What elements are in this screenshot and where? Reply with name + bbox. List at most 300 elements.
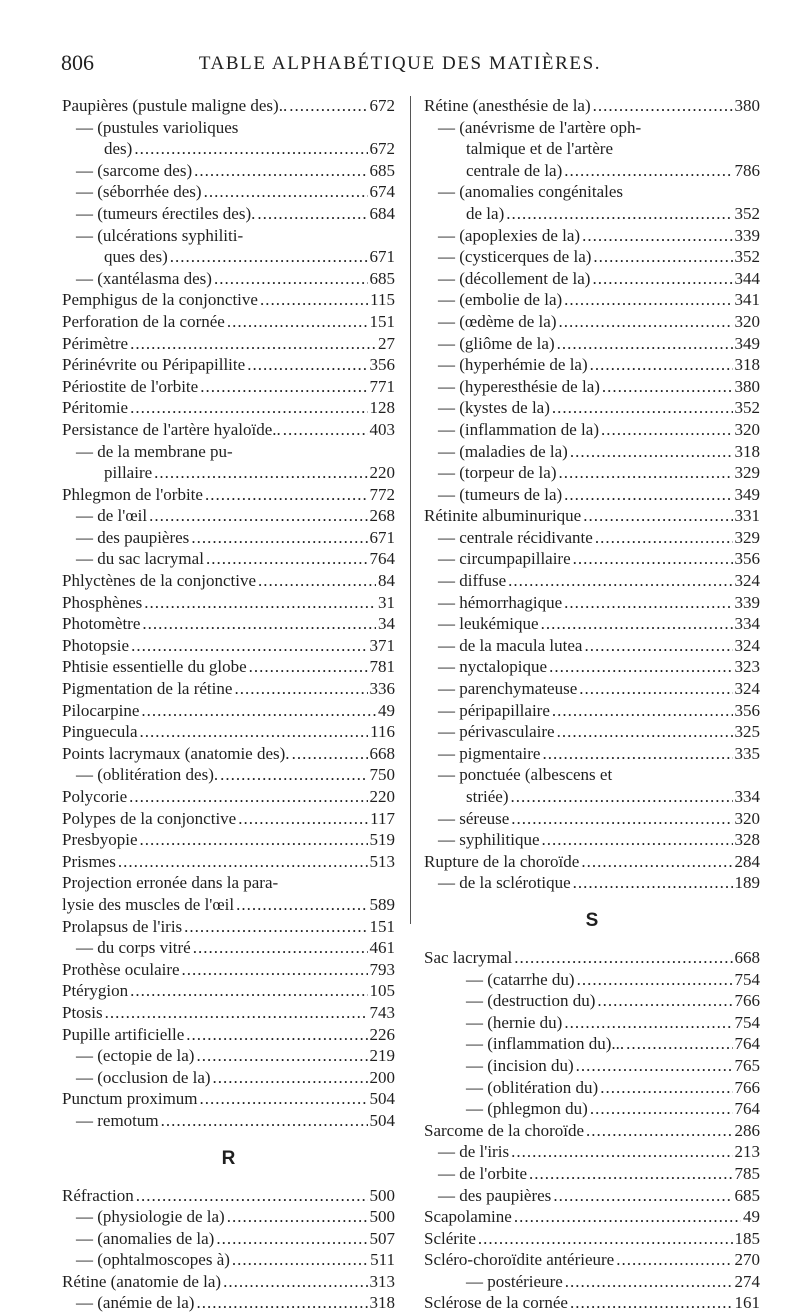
entry-term: — (hernie du) — [466, 1012, 563, 1032]
index-entry — [424, 527, 760, 549]
entry-page: 352 — [734, 203, 760, 223]
index-entry — [62, 1292, 395, 1314]
entry-page: 786 — [734, 160, 760, 180]
index-entry — [424, 1228, 760, 1250]
entry-term: Photopsie — [62, 635, 130, 655]
index-entry — [424, 95, 760, 117]
index-entry — [62, 1206, 395, 1228]
index-entry — [424, 397, 760, 419]
entry-page: 380 — [734, 96, 760, 115]
entry-page: 324 — [734, 679, 760, 699]
entry-page: 403 — [369, 419, 395, 439]
index-entry — [62, 635, 395, 657]
entry-page: 324 — [734, 571, 760, 591]
entry-page: 318 — [369, 1293, 395, 1313]
index-entry — [424, 246, 760, 268]
index-entry — [62, 462, 395, 484]
entry-page: 320 — [734, 808, 760, 828]
entry-page: 320 — [734, 311, 760, 331]
index-entry — [62, 333, 395, 355]
entry-term: Ptérygion — [62, 981, 129, 1001]
entry-term: — parenchymateuse — [438, 679, 578, 699]
index-entry — [424, 1292, 760, 1314]
entry-term: — (catarrhe du) — [466, 969, 575, 989]
entry-term: — (hyperesthésie de la) — [438, 376, 600, 396]
entry-continuation: talmique et de l'artère — [466, 139, 614, 159]
entry-term: Prismes — [62, 851, 116, 871]
entry-page: 284 — [734, 851, 760, 871]
index-entry — [62, 1228, 395, 1250]
entry-term: — (décollement de la) — [438, 268, 591, 288]
entry-page: 754 — [734, 969, 760, 989]
entry-page: 672 — [369, 139, 395, 159]
entry-page: 352 — [734, 247, 760, 267]
index-entry — [62, 656, 395, 678]
entry-page: 519 — [369, 830, 395, 850]
entry-page: 380 — [734, 376, 760, 396]
entry-term: Péritomie — [62, 398, 129, 418]
entry-page: 685 — [369, 268, 395, 288]
entry-term: — des paupières — [76, 527, 190, 547]
entry-page: 685 — [734, 1185, 760, 1205]
entry-page: 356 — [734, 549, 760, 569]
entry-term: Polypes de la conjonctive — [62, 808, 237, 828]
index-entry — [424, 635, 760, 657]
entry-page: 200 — [369, 1067, 395, 1087]
entry-page: 507 — [369, 1228, 395, 1248]
index-entry — [424, 613, 760, 635]
entry-term: — (embolie de la) — [438, 290, 563, 310]
entry-page: 331 — [734, 506, 760, 526]
index-entry — [62, 527, 395, 549]
entry-term: Prolapsus de l'iris — [62, 916, 183, 936]
entry-term: Phlyctènes de la conjonctive — [62, 571, 257, 591]
entry-page: 318 — [734, 441, 760, 461]
index-entry — [62, 505, 395, 527]
index-entry — [424, 333, 760, 355]
index-entry — [62, 937, 395, 959]
entry-page: 49 — [743, 1207, 760, 1227]
entry-term: Ptosis — [62, 1002, 103, 1022]
entry-page: 336 — [369, 679, 395, 699]
entry-term: Sarcome de la choroïde — [424, 1120, 585, 1140]
index-entry — [62, 1088, 395, 1110]
index-column-left — [62, 95, 395, 1314]
index-entry — [62, 894, 395, 916]
entry-term: — (destruction du) — [466, 991, 596, 1011]
entry-page: 185 — [734, 1228, 760, 1248]
entry-page: 220 — [369, 787, 395, 806]
entry-term: — (occlusion de la) — [76, 1067, 211, 1087]
column-divider — [410, 96, 411, 924]
entry-page: 504 — [369, 1110, 395, 1130]
index-entry — [62, 138, 395, 160]
index-entry — [62, 678, 395, 700]
entry-term: Points lacrymaux (anatomie des). — [62, 743, 290, 763]
entry-term: Rétinite albuminurique — [424, 506, 582, 526]
entry-term: Prothèse oculaire — [62, 959, 180, 979]
entry-page: 672 — [369, 96, 395, 115]
index-entry — [424, 376, 760, 398]
entry-page: 189 — [734, 873, 760, 893]
entry-term: — (apoplexies de la) — [438, 225, 581, 245]
entry-page: 27 — [378, 333, 395, 353]
entry-page: 329 — [734, 527, 760, 547]
entry-term: — (ophtalmoscopes à) — [76, 1250, 230, 1270]
index-entry — [62, 1271, 395, 1293]
index-entry — [424, 743, 760, 765]
entry-term: Périmètre — [62, 333, 129, 353]
index-entry — [62, 1045, 395, 1067]
entry-term: — pigmentaire — [438, 743, 541, 763]
index-entry — [62, 246, 395, 268]
index-entry — [424, 1098, 760, 1120]
entry-page: 116 — [370, 722, 395, 742]
entry-term: — du sac lacrymal — [76, 549, 204, 569]
entry-page: 772 — [369, 484, 395, 504]
index-entry — [62, 980, 395, 1002]
index-entry — [62, 721, 395, 743]
index-entry — [62, 1067, 395, 1089]
entry-page: 513 — [369, 851, 395, 871]
entry-page: 352 — [734, 398, 760, 418]
entry-page: 356 — [734, 700, 760, 720]
entry-page: 504 — [369, 1089, 395, 1109]
index-entry — [424, 656, 760, 678]
entry-page: 274 — [734, 1271, 760, 1291]
entry-term: Périostite de l'orbite — [62, 376, 199, 396]
index-entry — [424, 1141, 760, 1163]
entry-page: 764 — [734, 1034, 760, 1054]
index-entry — [62, 1024, 395, 1046]
entry-page: 151 — [369, 311, 395, 331]
index-entry — [424, 872, 760, 894]
index-entry — [424, 1055, 760, 1077]
entry-term: — des paupières — [438, 1185, 552, 1205]
entry-term: — (inflammation de la) — [438, 419, 599, 439]
entry-term: des) — [104, 139, 133, 159]
index-entry — [424, 947, 760, 969]
entry-page: 213 — [734, 1142, 760, 1162]
index-entry — [62, 700, 395, 722]
entry-term: — diffuse — [438, 571, 507, 591]
index-entry — [62, 289, 395, 311]
entry-page: 766 — [734, 991, 760, 1011]
entry-page: 339 — [734, 225, 760, 245]
index-entry — [424, 829, 760, 851]
index-entry — [424, 1185, 760, 1207]
section-letter-r: R — [221, 1147, 236, 1169]
index-entry — [62, 1249, 395, 1271]
entry-continuation: Projection erronée dans la para- — [62, 873, 279, 893]
entry-page: 324 — [734, 635, 760, 655]
entry-term: Sac lacrymal — [424, 947, 513, 967]
entry-page: 270 — [734, 1250, 760, 1270]
entry-page: 105 — [369, 981, 395, 1001]
entry-term: — (oblitération des). — [76, 765, 219, 785]
entry-page: 31 — [378, 592, 395, 612]
index-entry — [424, 678, 760, 700]
index-entry — [424, 808, 760, 830]
entry-term: Perforation de la cornée — [62, 311, 225, 331]
entry-term: lysie des muscles de l'œil — [62, 894, 235, 914]
entry-page: 349 — [734, 484, 760, 504]
entry-term: — (oblitération du) — [466, 1077, 599, 1097]
index-entry — [424, 969, 760, 991]
entry-page: 674 — [369, 182, 395, 202]
entry-term: — séreuse — [438, 808, 510, 828]
entry-term: — leukémique — [438, 614, 539, 634]
index-entry — [424, 441, 760, 463]
index-entry — [62, 376, 395, 398]
entry-term: — (phlegmon du) — [466, 1099, 588, 1119]
index-entry — [62, 1185, 395, 1207]
index-entry — [62, 743, 395, 765]
entry-term: — (gliôme de la) — [438, 333, 555, 353]
index-entry — [62, 592, 395, 614]
entry-term: Pinguecula — [62, 722, 138, 742]
entry-continuation: — (ulcérations syphiliti- — [76, 225, 244, 245]
index-entry — [424, 160, 760, 182]
entry-term: — (sarcome des) — [76, 160, 193, 180]
entry-page: 344 — [734, 268, 760, 288]
entry-term: — (torpeur de la) — [438, 463, 557, 483]
entry-page: 325 — [734, 722, 760, 742]
index-entry — [62, 548, 395, 570]
index-entry — [62, 959, 395, 981]
index-entry — [62, 484, 395, 506]
index-entry — [62, 1110, 395, 1132]
entry-term: — (séborrhée des) — [76, 182, 202, 202]
index-entry — [424, 1271, 760, 1293]
entry-term: — (hyperhémie de la) — [438, 355, 588, 375]
index-entry — [62, 268, 395, 290]
entry-page: 226 — [369, 1024, 395, 1044]
entry-term: Scléro-choroïdite antérieure — [424, 1250, 615, 1270]
index-entry — [62, 764, 395, 786]
index-entry — [62, 95, 395, 117]
entry-continuation: — ponctuée (albescens et — [438, 765, 613, 785]
entry-page: 793 — [369, 959, 395, 979]
entry-term: Rétine (anatomie de la) — [62, 1271, 222, 1291]
entry-continuation: — de la membrane pu- — [76, 441, 233, 461]
entry-page: 328 — [734, 830, 760, 850]
entry-term: Pigmentation de la rétine — [62, 679, 233, 699]
entry-term: Périnévrite ou Péripapillite — [62, 355, 246, 375]
entry-term: — (anomalies de la) — [76, 1228, 215, 1248]
entry-term: Pupille artificielle — [62, 1024, 185, 1044]
index-entry — [424, 354, 760, 376]
index-entry — [62, 311, 395, 333]
entry-term: — (œdème de la) — [438, 311, 557, 331]
index-entry — [424, 990, 760, 1012]
entry-page: 685 — [369, 160, 395, 180]
index-entry — [424, 1077, 760, 1099]
entry-page: 339 — [734, 592, 760, 612]
entry-term: — de l'orbite — [438, 1163, 527, 1183]
entry-term: — (physiologie de la) — [76, 1207, 225, 1227]
entry-page: 750 — [369, 765, 395, 785]
index-entry — [62, 160, 395, 182]
index-entry — [424, 1033, 760, 1055]
index-entry — [424, 1163, 760, 1185]
entry-term: — circumpapillaire — [438, 549, 571, 569]
index-entry — [62, 397, 395, 419]
entry-term: — (maladies de la) — [438, 441, 568, 461]
entry-term: — de la macula lutea — [438, 635, 583, 655]
entry-page: 589 — [369, 894, 395, 914]
index-entry — [62, 829, 395, 851]
entry-term: — péripapillaire — [438, 700, 550, 720]
index-entry — [424, 851, 760, 873]
entry-term: — (tumeurs érectiles des). — [76, 203, 256, 223]
entry-term: Polycorie — [62, 787, 128, 806]
entry-page: 84 — [378, 571, 395, 591]
entry-term: — hémorrhagique — [438, 592, 563, 612]
entry-term: — (ectopie de la) — [76, 1046, 195, 1066]
entry-term: pillaire — [104, 463, 153, 483]
entry-page: 754 — [734, 1012, 760, 1032]
index-entry — [424, 311, 760, 333]
entry-term: Presbyopie — [62, 830, 138, 850]
entry-page: 743 — [369, 1002, 395, 1022]
index-entry — [424, 592, 760, 614]
entry-term: — (tumeurs de la) — [438, 484, 563, 504]
entry-page: 268 — [369, 506, 395, 526]
index-entry — [62, 916, 395, 938]
index-entry — [62, 203, 395, 225]
entry-page: 323 — [734, 657, 760, 677]
entry-term: Réfraction — [62, 1185, 134, 1205]
entry-term: — périvasculaire — [438, 722, 555, 742]
entry-term: ques des) — [104, 247, 168, 267]
index-entry — [62, 613, 395, 635]
index-entry — [62, 786, 395, 808]
entry-page: 34 — [378, 614, 395, 634]
entry-page: 511 — [370, 1250, 395, 1270]
entry-page: 671 — [369, 247, 395, 267]
entry-page: 785 — [734, 1163, 760, 1183]
entry-page: 765 — [734, 1055, 760, 1075]
entry-page: 151 — [369, 916, 395, 936]
entry-page: 781 — [369, 657, 395, 677]
entry-term: — (incision du) — [466, 1055, 574, 1075]
index-entry — [62, 354, 395, 376]
entry-term: Rétine (anesthésie de la) — [424, 96, 591, 115]
index-entry — [62, 570, 395, 592]
index-entry — [424, 484, 760, 506]
entry-term: — de la sclérotique — [438, 873, 571, 893]
entry-continuation: — (anomalies congénitales — [438, 182, 624, 202]
index-entry — [424, 289, 760, 311]
entry-page: 371 — [369, 635, 395, 655]
index-entry — [424, 548, 760, 570]
entry-page: 49 — [378, 700, 395, 720]
entry-term: — remotum — [76, 1110, 159, 1130]
entry-term: Pemphigus de la conjonctive — [62, 290, 258, 310]
entry-page: 764 — [369, 549, 395, 569]
entry-term: — centrale récidivante — [438, 527, 593, 547]
entry-term: — (inflammation du)... — [466, 1034, 625, 1054]
entry-page: 500 — [369, 1207, 395, 1227]
index-entry — [62, 1002, 395, 1024]
index-entry — [424, 786, 760, 808]
entry-term: Persistance de l'artère hyaloïde.. — [62, 419, 281, 439]
entry-term: striée) — [466, 787, 509, 806]
index-entry — [424, 462, 760, 484]
entry-page: 500 — [369, 1185, 395, 1205]
entry-page: 356 — [369, 355, 395, 375]
entry-page: 320 — [734, 419, 760, 439]
entry-term: Photomètre — [62, 614, 141, 634]
entry-continuation: — (anévrisme de l'artère oph- — [438, 117, 642, 137]
entry-page: 115 — [370, 290, 395, 310]
entry-page: 668 — [369, 743, 395, 763]
section-letter-s: S — [585, 909, 599, 931]
index-entry — [62, 181, 395, 203]
entry-page: 668 — [734, 947, 760, 967]
entry-term: — syphilitique — [438, 830, 540, 850]
entry-page: 461 — [369, 938, 395, 958]
index-entry — [424, 1249, 760, 1271]
entry-term: — (xantélasma des) — [76, 268, 212, 288]
entry-term: Phtisie essentielle du globe — [62, 657, 247, 677]
entry-term: de la) — [466, 203, 505, 223]
entry-term: — de l'iris — [438, 1142, 510, 1162]
entry-page: 313 — [369, 1271, 395, 1291]
entry-page: 128 — [369, 398, 395, 418]
entry-term: Paupières (pustule maligne des).. — [62, 96, 288, 115]
index-entry — [424, 1120, 760, 1142]
entry-term: Phlegmon de l'orbite — [62, 484, 203, 504]
page-header: TABLE ALPHABÉTIQUE DES MATIÈRES. — [198, 53, 602, 74]
entry-page: 220 — [369, 463, 395, 483]
index-entry — [424, 1012, 760, 1034]
entry-term: Pilocarpine — [62, 700, 140, 720]
entry-term: — nyctalopique — [438, 657, 548, 677]
entry-term: — (kystes de la) — [438, 398, 550, 418]
entry-page: 341 — [734, 290, 760, 310]
index-entry — [62, 419, 395, 441]
entry-page: 334 — [734, 614, 760, 634]
entry-page: 286 — [734, 1120, 760, 1140]
index-column-right — [424, 95, 760, 1314]
entry-page: 684 — [369, 203, 395, 223]
entry-term: — (cysticerques de la) — [438, 247, 592, 267]
entry-term: Sclérite — [424, 1228, 476, 1248]
index-entry — [424, 721, 760, 743]
entry-term: — postérieure — [466, 1271, 563, 1291]
page-number: 806 — [61, 50, 94, 75]
entry-continuation: — (pustules varioliques — [76, 117, 239, 137]
entry-term: centrale de la) — [466, 160, 563, 180]
index-entry — [424, 203, 760, 225]
entry-term: — du corps vitré — [76, 938, 191, 958]
entry-page: 335 — [734, 743, 760, 763]
index-entry — [424, 268, 760, 290]
entry-page: 318 — [734, 355, 760, 375]
index-entry — [62, 851, 395, 873]
index-entry — [424, 1206, 760, 1228]
entry-page: 329 — [734, 463, 760, 483]
entry-page: 117 — [370, 808, 395, 828]
entry-page: 349 — [734, 333, 760, 353]
index-entry — [424, 505, 760, 527]
entry-term: Punctum proximum — [62, 1089, 198, 1109]
index-entry — [424, 225, 760, 247]
entry-term: Scapolamine — [424, 1207, 512, 1227]
index-entry — [62, 808, 395, 830]
